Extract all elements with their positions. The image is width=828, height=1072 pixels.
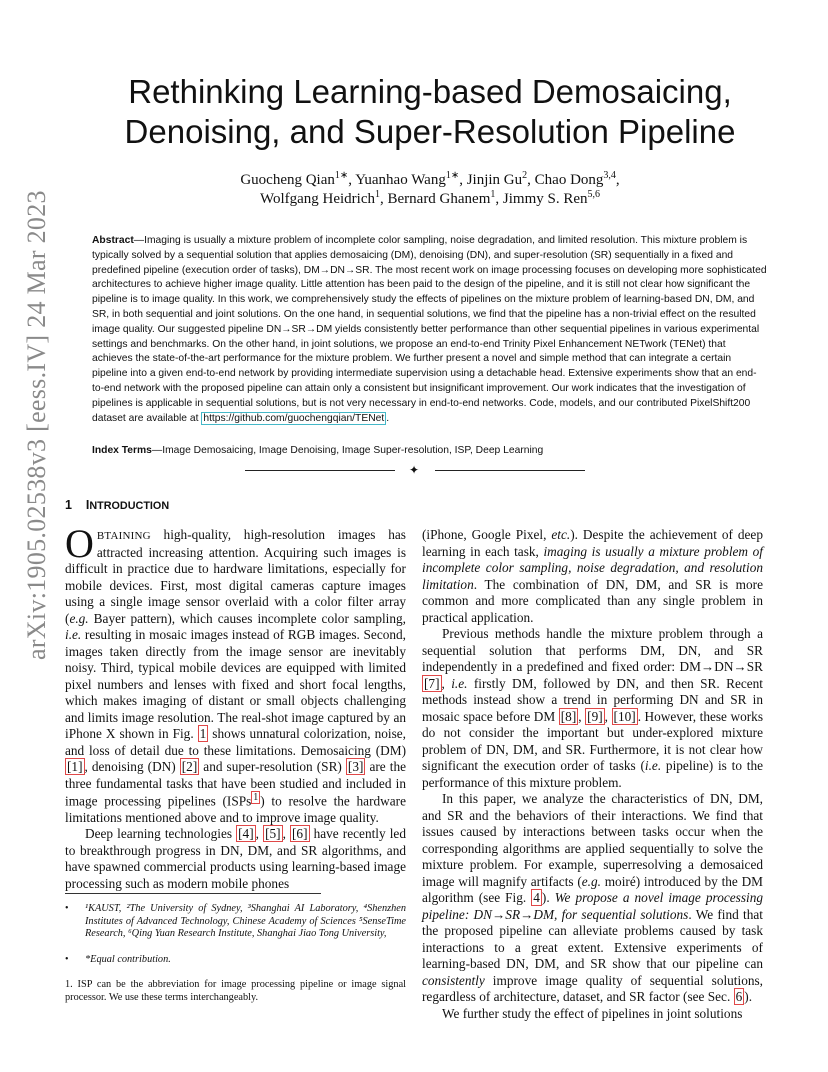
figure-ref[interactable]: 4 (533, 890, 540, 905)
text: pipeline) is to the performance of this mixture problem. (422, 758, 763, 790)
abstract (92, 234, 768, 426)
citation-ref[interactable]: [7] (424, 675, 440, 691)
text: firstly DM, followed by DN, and then SR. Recent methods instead show a trend in performing DN and SR in mosaic space before DM (422, 675, 763, 724)
right-column (422, 527, 763, 1022)
author-affiliation: 2 (522, 170, 528, 181)
text: . However, these works do not consider the important but under-explored mixture problem of DN, DM, and SR. Furthermore, it is not clear how significant the execution order of tasks ( (422, 708, 763, 773)
text: e.g. (581, 873, 601, 889)
author-name: Yuanhao Wang (355, 172, 446, 188)
footnote-rule (65, 893, 321, 894)
text: are the three fundamental tasks that have been studied and included in image processing pipelines (ISPs (65, 759, 407, 809)
text: Deep learning technologies (85, 826, 237, 842)
index-terms-label: Index Terms (92, 445, 152, 456)
lead-smallcaps: BTAINING (96, 530, 151, 542)
text: Previous methods handle the mixture problem through a sequential solution that performs DM, DN, and SR independently in a predefined and fixed order: DM→DN→SR (422, 626, 763, 674)
text: Bayer pattern), which causes incomplete color sampling, (88, 610, 406, 626)
text: i.e. (451, 675, 468, 691)
drop-cap: O (65, 521, 94, 566)
paragraph (422, 626, 763, 791)
title-line-1: Rethinking Learning-based Demosaicing, (128, 73, 732, 110)
author-list (100, 171, 760, 209)
footnote-equal (65, 954, 406, 967)
code-link[interactable]: https://github.com/guochengqian/TENet (203, 412, 385, 424)
paragraph (422, 527, 763, 626)
author-name: Jimmy S. Ren (502, 191, 588, 207)
text: ). Despite the achievement of deep learning in each task, (422, 527, 763, 559)
text: , (604, 708, 612, 724)
text: ). (541, 890, 555, 905)
author-affiliation: 1∗ (445, 170, 460, 181)
divider-line-right (435, 470, 585, 471)
paper-title (80, 72, 780, 152)
divider-line-left (245, 470, 395, 471)
author-affiliation: 1∗ (334, 170, 349, 181)
text: high-quality, high-resolution images has attracted increasing attention. Acquiring such images is difficult in practice due to hardware limitations, especially for mobile devices. First, most digital cameras capture images using a single image sensor overlaid with a color filter array ( (65, 527, 406, 626)
bullet: • (65, 953, 69, 965)
left-column (65, 521, 407, 892)
section-number: 1 (65, 498, 72, 512)
abstract-label: Abstract (92, 235, 134, 246)
index-terms-text: —Image Demosaicing, Image Denoising, Image Super-resolution, ISP, Deep Learning (151, 445, 544, 456)
text: resulting in mosaic images instead of RGB images. Second, images taken directly from the image sensor are inevitably noisy. Third, typical mobile devices are equipped with limited pixel numbers and lenses with fixed and short focal lengths, which makes imaging of distant or small objects challenging and limits image resolution. The real-shot image captured by an iPhone X shown in Fig. (65, 627, 406, 741)
citation-ref[interactable]: [10] (613, 708, 636, 724)
text: have recently led to breakthrough progress in DN, DM, and SR algorithms, and have spawned commercial products using learning-based image processing such as modern mobile phones (65, 826, 406, 891)
text: and super-resolution (SR) (199, 759, 346, 774)
text: ) to resolve the hardware limitations mentioned above and to improve image quality. (65, 793, 406, 825)
text: i.e. (65, 627, 82, 642)
section-ref[interactable]: 6 (735, 989, 743, 1004)
index-terms (92, 444, 768, 458)
citation-ref[interactable]: [2] (181, 759, 198, 774)
title-line-2: Denoising, and Super-Resolution Pipeline (124, 113, 736, 150)
text: . The combination of DN, DM, and SR is more common and more complicated than any single problem in practical application. (422, 576, 763, 625)
text: ). (744, 989, 753, 1004)
arxiv-identifier-stamp: arXiv:1905.02538v3 [eess.IV] 24 Mar 2023 (22, 190, 51, 660)
author-name: Bernard Ghanem (387, 191, 491, 207)
equal-contribution-text: *Equal contribution. (85, 953, 171, 965)
text: improve image quality of sequential solutions, regardless of architecture, dataset, and SR factor (see Sec. (422, 972, 763, 1004)
author-name: Wolfgang Heidrich (259, 191, 375, 207)
text: . We find that the proposed pipeline can alleviate problems caused by task interactions to a great extent. Extensive experiments of learning-based DN, DM, and SR show that our pipeline can (422, 906, 763, 971)
text: shows unnatural colorization, noise, and loss of detail due to these limitations. Demosaicing (DM) (65, 726, 406, 758)
author-affiliation: 1 (375, 189, 380, 200)
footnote-isp: 1. ISP can be the abbreviation for image processing pipeline or image signal processor. We use these terms interchangeably. (65, 979, 406, 1003)
text: , (441, 675, 452, 691)
text: i.e. (644, 758, 662, 773)
footnotes (65, 903, 406, 1004)
author-name: Guocheng Qian (240, 172, 335, 188)
abstract-text: —Imaging is usually a mixture problem of incomplete color sampling, noise degradation, and limited resolution. This mixture problem is typically solved by a sequential solution that applies demosaicing (DM), denoising (DN), and super-resolution (SR) sequentially in a fixed and predefined pipeline (execution order of tasks), DM→DN→SR. The most recent work on image processing focuses on developing more sophisticated architectures to achieve higher image quality. Little attention has been paid to the design of the pipeline, and it is still not clear how significant the pipeline is to image quality. In this work, we comprehensively study the effects of pipelines on the mixture problem of learning-based DN, DM, and SR, in both sequential and joint solutions. On the one hand, in sequential solutions, we find that the pipeline has a non-trivial effect on the resulted image quality. Our suggested pipeline DN→SR→DM yields consistently better performance than other sequential pipelines in various experimental settings and benchmarks. On the other hand, in joint solutions, we propose an end-to-end Trinity Pixel Enhancement NETwork (TENet) that achieves the state-of-the-art performance for the mixture problem. We further present a novel and simple method that can integrate a certain pipeline into a given end-to-end network by providing intermediate supervision using a detachable head. Extensive experiments show that an end-to-end network with the proposed pipeline can attain only a consistent but insignificant improvement. Our work indicates that the investigation of pipelines is applicable in sequential solutions, but is not very necessary in end-to-end networks. Code, models, and our contributed PixelShift200 dataset are available at (92, 235, 767, 424)
paragraph (422, 1006, 763, 1023)
text: e.g. (69, 610, 89, 626)
bullet: • (65, 903, 69, 914)
citation-ref[interactable]: [1] (67, 759, 83, 774)
author-affiliation: 1 (490, 189, 496, 200)
text: , (578, 708, 586, 724)
text: We propose a novel image processing pipeline: DN→SR→DM, for sequential solutions (422, 890, 763, 922)
figure-ref[interactable]: 1 (199, 726, 207, 741)
footnote-affiliations (65, 903, 406, 941)
text: imaging is usually a mixture problem of incomplete color sampling, noise degradation, and resolution limitation (422, 543, 763, 592)
text: moiré) introduced by the DM algorithm (see Fig. (422, 873, 763, 905)
text: , (255, 826, 264, 842)
citation-ref[interactable]: [9] (587, 708, 603, 724)
text: (iPhone, Google Pixel, (422, 527, 552, 542)
paragraph (422, 791, 763, 1006)
author-affiliation: 3,4 (603, 170, 616, 181)
text: In this paper, we analyze the characteristics of DN, DM, and SR and the behaviors of their interactions. We find that issues caused by interactions between tasks occur when the corresponding algorithms are applied sequentially to solve the mixture problem. For example, superresolving a demosaiced image will magnify artifacts ( (422, 791, 763, 889)
citation-ref[interactable]: [3] (347, 759, 364, 774)
paragraph (65, 826, 406, 892)
diamond-icon: ✦ (409, 463, 420, 477)
citation-ref[interactable]: [6] (292, 826, 308, 842)
text: , denoising (DN) (84, 759, 180, 774)
citation-ref[interactable]: [8] (560, 708, 577, 724)
author-line-1: Guocheng Qian$^{1∗}$, Yuanhao Wang$^{1∗}$, Jinjin Gu$^2$, Chao Dong$^{3,4}$, (240, 170, 620, 188)
author-affiliation: 5,6 (587, 189, 600, 200)
citation-ref[interactable]: [4] (238, 826, 254, 842)
text: We further study the effect of pipelines in joint solutions (442, 1005, 743, 1021)
abstract-end: . (386, 412, 390, 424)
author-line-2: Wolfgang Heidrich$^1$, Bernard Ghanem$^1$, Jimmy S. Ren$^{5,6}$ (259, 189, 600, 207)
affiliations-text: ¹KAUST, ²The University of Sydney, ³Shanghai AI Laboratory, ⁴Shenzhen Institutes of Advanced Technology, Chinese Academy of Sciences ⁵SenseTime Research, ⁶Qing Yuan Research Institute, Shanghai Jiao Tong University, (85, 903, 406, 939)
paragraph (65, 521, 407, 826)
text: etc. (551, 527, 571, 542)
text: consistently (422, 972, 485, 988)
section-heading (65, 498, 169, 512)
author-name: Jinjin Gu (466, 172, 523, 188)
citation-ref[interactable]: [5] (265, 826, 281, 842)
section-title-initial: I (85, 498, 90, 512)
section-divider (245, 465, 585, 477)
section-title-rest: NTRODUCTION (89, 500, 170, 512)
text: , (282, 826, 290, 842)
author-name: Chao Dong (534, 172, 604, 188)
footnote-ref[interactable]: 1 (253, 792, 259, 803)
